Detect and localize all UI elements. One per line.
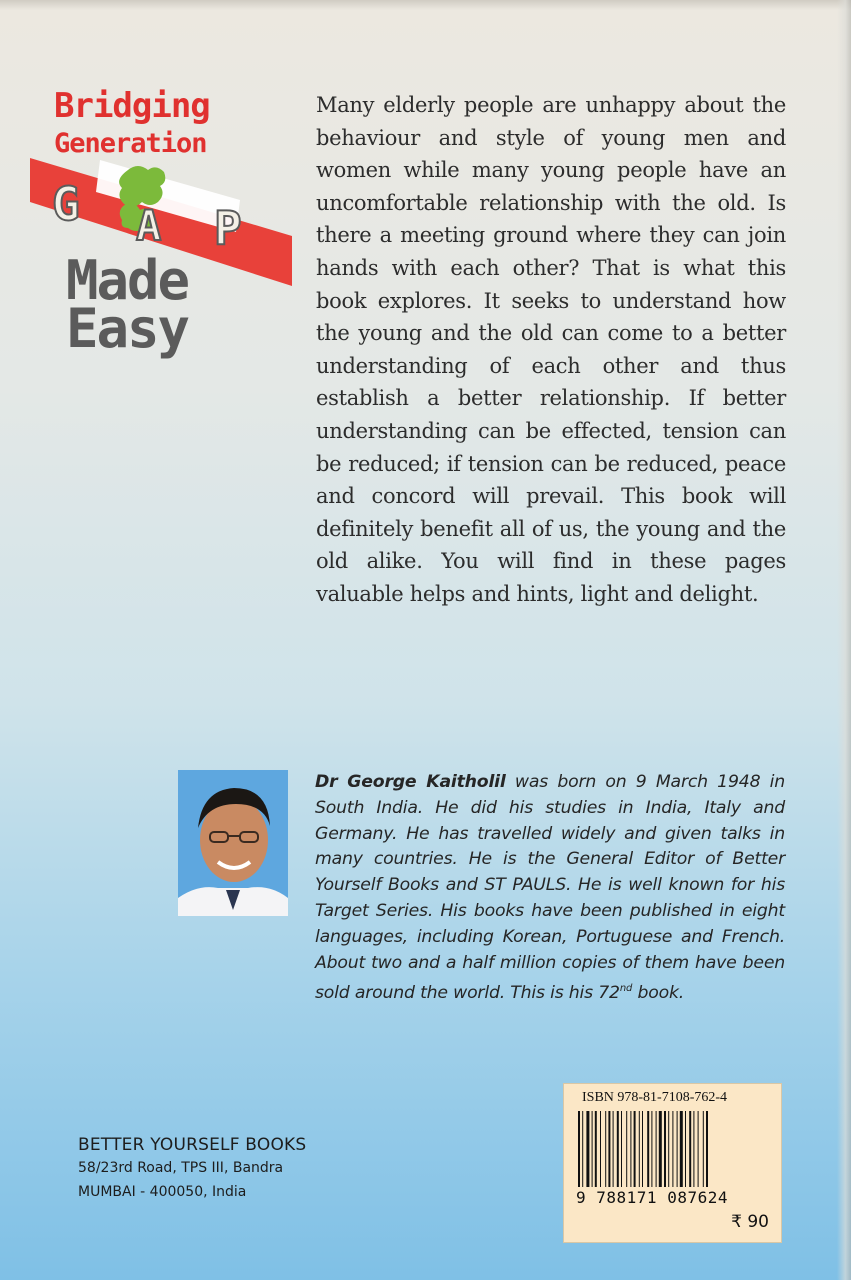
publisher-name: BETTER YOURSELF BOOKS bbox=[78, 1135, 307, 1155]
cover-top-edge bbox=[0, 0, 851, 10]
gap-puzzle-letters bbox=[50, 162, 280, 254]
barcode-sticker bbox=[563, 1083, 782, 1243]
author-photo bbox=[178, 770, 288, 916]
author-bio-end: book. bbox=[632, 983, 685, 1004]
ordinal-suffix: nd bbox=[619, 983, 633, 995]
title-bridging: Bridging bbox=[54, 86, 210, 126]
cover-right-edge bbox=[837, 0, 851, 1280]
title-generation: Generation bbox=[54, 128, 207, 159]
publisher-address-line2: MUMBAI - 400050, India bbox=[78, 1184, 247, 1200]
letter-g: G bbox=[52, 177, 80, 231]
book-blurb: Many elderly people are unhappy about the behaviour and style of young men and women while many young people have an uncomfortable relationship with the old. Is there a meeting ground where they can join hands with each other? That is what this book explores. It seeks to understand how the young and the old can come to a better understanding of each other and thus establish a better relationship. If better understanding can be effected, tension can be reduced; if tension can be reduced, peace and concord will prevail. This book will definitely benefit all of us, the young and the old alike. You will find in these pages valuable helps and hints, light and delight. bbox=[316, 93, 786, 606]
author-bio-text: was born on 9 March 1948 in South India. He did his studies in India, Italy and Germany. He has travelled widely and given talks in many countries. He is the General Editor of Better Yourself Books and ST PAULS. He is well known for his Target Series. His books have been published in eight languages, including Korean, Portuguese and French. About two and a half million copies of them have been sold around the world. This is his 72 bbox=[315, 772, 785, 1004]
author-name: Dr George Kaitholil bbox=[315, 772, 506, 792]
author-bio bbox=[315, 770, 785, 1007]
publisher-address-line1: 58/23rd Road, TPS III, Bandra bbox=[78, 1160, 284, 1176]
title-made: Made bbox=[66, 249, 189, 312]
isbn-label: ISBN 978-81-7108-762-4 bbox=[582, 1090, 728, 1105]
barcode-number: 9 788171 087624 bbox=[576, 1188, 728, 1207]
letter-p: P bbox=[214, 201, 242, 254]
price-label: ₹ 90 bbox=[731, 1212, 769, 1232]
publisher-block bbox=[78, 1135, 306, 1203]
title-easy: Easy bbox=[66, 297, 189, 360]
letter-a: A bbox=[136, 201, 162, 250]
title-logo bbox=[30, 86, 292, 366]
barcode-bars bbox=[578, 1111, 768, 1187]
